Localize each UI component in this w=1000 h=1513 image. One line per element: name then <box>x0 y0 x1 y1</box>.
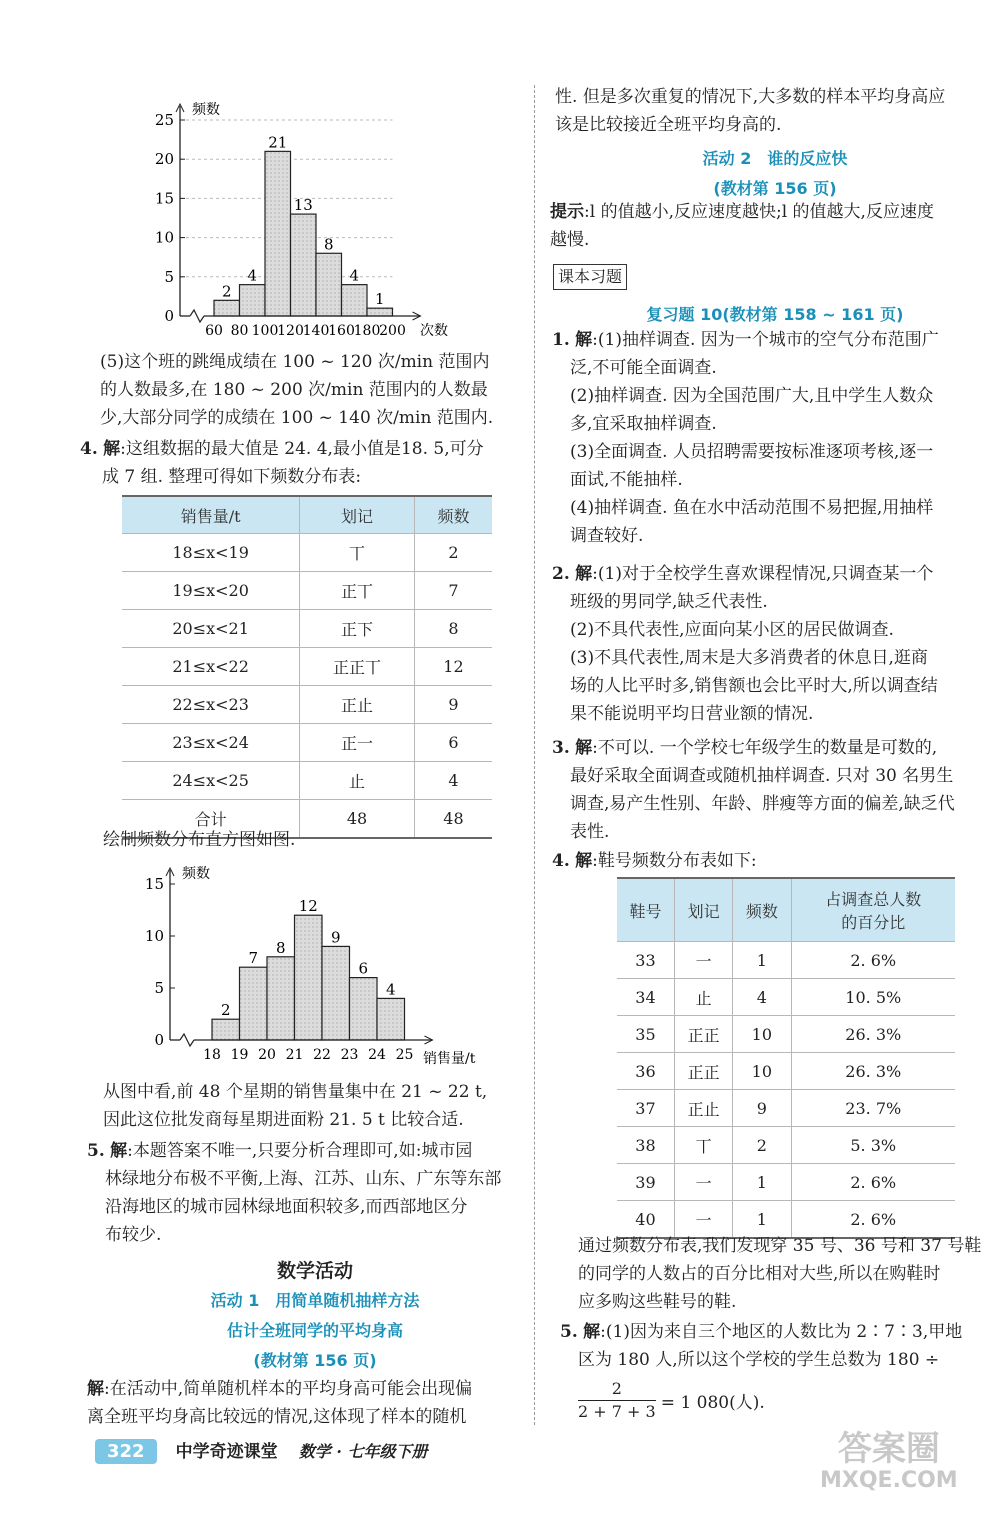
a1-line: 多,宜采取抽样调查. <box>570 414 717 434</box>
watermark <box>820 1430 958 1493</box>
histogram-bar <box>367 308 393 316</box>
a1-line: 泛,不可能全面调查. <box>570 358 717 378</box>
table-cell: 正一 <box>300 724 415 762</box>
table-cell: 38 <box>617 1127 674 1164</box>
activity-2-title: 活动 2 谁的反应快 <box>702 149 848 168</box>
table-cell: 正正丅 <box>300 648 415 686</box>
fraction-denominator: 2 + 7 + 3 <box>578 1402 656 1421</box>
table-cell: 合计 <box>122 800 300 839</box>
a3-line: 表性. <box>570 822 610 842</box>
table-cell: 一 <box>674 1201 732 1239</box>
table-cell: 23≤x<24 <box>122 724 300 762</box>
a2-line: 场的人比平时多,销售额也会比平时大,所以调查结 <box>570 676 938 696</box>
table-cell: 丅 <box>674 1127 732 1164</box>
activity-1-reference: (教材第 156 页) <box>253 1351 377 1370</box>
draw-histogram-text: 绘制频数分布直方图如图. <box>103 830 296 850</box>
y-tick-label: 0 <box>154 1031 164 1049</box>
table-cell: 19≤x<20 <box>122 572 300 610</box>
table-row <box>122 724 492 762</box>
table-row <box>122 762 492 800</box>
table-cell: 2. 6% <box>791 942 955 979</box>
act1-line: :在活动中,简单随机样本的平均身高可能会出现偏 <box>104 1379 473 1399</box>
table-cell: 丅 <box>300 534 415 572</box>
histogram-bar <box>291 214 317 316</box>
table-cell: 26. 3% <box>791 1053 955 1090</box>
x-tick-label: 21 <box>285 1047 304 1063</box>
bar-value-label: 4 <box>349 266 360 285</box>
bar-value-label: 2 <box>221 282 232 301</box>
review-answer-4 <box>552 847 757 875</box>
histogram-bar <box>214 300 240 316</box>
bar-value-label: 2 <box>220 1001 231 1020</box>
bar-value-label: 12 <box>298 897 318 916</box>
bar-value-label: 9 <box>330 928 341 947</box>
bar-value-label: 4 <box>247 266 258 285</box>
table-cell: 23. 7% <box>791 1090 955 1127</box>
histogram-bar <box>377 998 405 1040</box>
table-cell: 正止 <box>674 1090 732 1127</box>
watermark-url: MXQE.COM <box>820 1468 958 1493</box>
para5-line: 少,大部分同学的成绩在 100 ~ 140 次/min 范围内. <box>100 408 494 428</box>
page-number: 322 <box>95 1439 157 1464</box>
table-cell: 6 <box>414 724 492 762</box>
table-row <box>617 942 955 979</box>
table-cell: 21≤x<22 <box>122 648 300 686</box>
x-tick-label: 100 <box>251 323 279 339</box>
histogram-bar <box>267 957 295 1040</box>
sales-table-header: 销售量/t <box>122 496 300 534</box>
a2-line: :(1)对于全校学生喜欢课程情况,只调查某一个 <box>592 564 934 584</box>
a4-label: 解 <box>575 851 593 871</box>
histogram-bar <box>240 285 266 316</box>
review-answer-1 <box>552 326 997 550</box>
watermark-logo: 答案圈 <box>837 1429 940 1469</box>
table-cell: 9 <box>733 1090 791 1127</box>
bar-value-label: 8 <box>275 938 286 957</box>
hint-line: :l 的值越小,反应速度越快;l 的值越大,反应速度 <box>584 202 934 222</box>
table-cell: 2. 6% <box>791 1164 955 1201</box>
a2-line: (3)不具代表性,周末是大多消费者的休息日,逛商 <box>570 648 928 668</box>
y-tick-label: 20 <box>154 150 174 169</box>
table-cell: 18≤x<19 <box>122 534 300 572</box>
book-title: 数学 · 七年级下册 <box>298 1442 428 1461</box>
footer <box>95 1437 427 1462</box>
table-cell: 20≤x<21 <box>122 610 300 648</box>
x-axis-label: 销售量/t <box>423 1051 476 1067</box>
table-cell: 10. 5% <box>791 979 955 1016</box>
q4-number: 4. <box>80 439 98 459</box>
bar-value-label: 6 <box>358 959 369 978</box>
table-cell: 止 <box>300 762 415 800</box>
question-4 <box>80 435 530 491</box>
y-tick-label: 10 <box>144 927 164 945</box>
x-tick-label: 20 <box>258 1047 276 1063</box>
a3-line: 调查,易产生性别、年龄、胖瘦等方面的偏差,缺乏代 <box>570 794 955 814</box>
sales-table-header: 频数 <box>414 496 492 534</box>
shoe-table-header: 鞋号 <box>617 878 674 942</box>
x-tick-label: 25 <box>395 1047 414 1063</box>
x-axis-break <box>190 310 204 322</box>
a1-line: :(1)抽样调查. 因为一个城市的空气分布范围广 <box>592 330 939 350</box>
x-tick-label: 24 <box>368 1047 386 1063</box>
y-tick-label: 15 <box>154 189 174 208</box>
bar-value-label: 1 <box>374 290 385 309</box>
act1-line: 离全班平均身高比较远的情况,这体现了样本的随机 <box>87 1407 467 1427</box>
hint-line: 越慢. <box>550 230 590 250</box>
table-row <box>617 1164 955 1201</box>
table-cell: 35 <box>617 1016 674 1053</box>
x-tick-label: 23 <box>340 1047 359 1063</box>
y-tick-label: 5 <box>154 979 164 997</box>
table-cell: 正正 <box>674 1053 732 1090</box>
a4-after-line: 应多购这些鞋号的鞋. <box>578 1292 737 1312</box>
histogram-sales <box>140 858 500 1068</box>
a3-number: 3. <box>552 738 570 758</box>
section-math-activity: 数学活动 <box>276 1260 353 1282</box>
histogram-bar <box>240 967 268 1040</box>
q5-label: 解 <box>110 1141 128 1161</box>
a4-text: :鞋号频数分布表如下: <box>592 851 757 871</box>
table-cell: 48 <box>414 800 492 839</box>
table-cell: 4 <box>414 762 492 800</box>
table-row <box>122 648 492 686</box>
x-axis-break <box>180 1034 194 1046</box>
table-cell: 7 <box>414 572 492 610</box>
fraction-expression <box>578 1378 765 1423</box>
a1-line: 面试,不能抽样. <box>570 470 683 490</box>
shoe-table-header: 频数 <box>733 878 791 942</box>
a4-number: 4. <box>552 851 570 871</box>
a2-label: 解 <box>575 564 593 584</box>
review-title: 复习题 10(教材第 158 ~ 161 页) <box>646 305 904 324</box>
table-cell: 26. 3% <box>791 1016 955 1053</box>
table-cell: 1 <box>733 1164 791 1201</box>
x-tick-label: 160 <box>328 323 355 339</box>
x-tick-label: 200 <box>379 323 406 339</box>
y-tick-label: 25 <box>154 111 174 129</box>
table-cell: 33 <box>617 942 674 979</box>
table-cell: 10 <box>733 1016 791 1053</box>
activity-2-hint <box>550 198 995 254</box>
y-axis-label: 频数 <box>182 866 210 882</box>
series-name: 中学奇迹课堂 <box>175 1442 278 1462</box>
q5-line: 林绿地分布极不平衡,上海、江苏、山东、广东等东部 <box>105 1169 502 1189</box>
histogram-bar <box>322 946 350 1040</box>
a2-line: (2)不具代表性,应面向某小区的居民做调查. <box>570 620 894 640</box>
a3-label: 解 <box>575 738 593 758</box>
a2-number: 2. <box>552 564 570 584</box>
histogram-bar <box>265 151 291 316</box>
para5-line: (5)这个班的跳绳成绩在 100 ~ 120 次/min 范围内 <box>100 352 490 372</box>
exercise-label: 课本习题 <box>553 264 627 290</box>
table-cell: 22≤x<23 <box>122 686 300 724</box>
table-cell: 1 <box>733 1201 791 1239</box>
q4-label: 解 <box>103 439 121 459</box>
bar-value-label: 21 <box>268 133 288 152</box>
table-cell: 正丅 <box>300 572 415 610</box>
sales-table-header: 划记 <box>300 496 415 534</box>
histogram-bar <box>342 285 368 316</box>
table-cell: 40 <box>617 1201 674 1239</box>
table-row <box>617 979 955 1016</box>
table-cell: 24≤x<25 <box>122 762 300 800</box>
table-row <box>617 1090 955 1127</box>
shoe-size-table <box>617 877 955 1239</box>
sales-frequency-table <box>122 495 492 839</box>
conclusion-line: 从图中看,前 48 个星期的销售量集中在 21 ~ 22 t, <box>103 1082 488 1102</box>
histogram-bar <box>316 253 342 316</box>
table-cell: 一 <box>674 942 732 979</box>
para5-line: 的人数最多,在 180 ~ 200 次/min 范围内的人数最 <box>100 380 488 400</box>
table-cell: 37 <box>617 1090 674 1127</box>
table-cell: 1 <box>733 942 791 979</box>
activity-1-subtitle: 估计全班同学的平均身高 <box>226 1321 403 1340</box>
q4-line: 成 7 组. 整理可得如下频数分布表: <box>102 467 362 487</box>
a3-line: 最好采取全面调查或随机抽样调查. 只对 30 名男生 <box>570 766 954 786</box>
table-row <box>122 610 492 648</box>
fraction-numerator: 2 <box>578 1378 656 1401</box>
review-answer-3 <box>552 734 997 846</box>
histogram-bar <box>295 915 323 1040</box>
y-tick-label: 15 <box>144 875 164 893</box>
table-cell: 5. 3% <box>791 1127 955 1164</box>
cont-line: 该是比较接近全班平均身高的. <box>555 115 782 135</box>
activity-1-continuation <box>555 83 995 139</box>
q5-line: 布较少. <box>105 1225 162 1245</box>
table-cell: 48 <box>300 800 415 839</box>
table-cell: 4 <box>733 979 791 1016</box>
review-answer-2 <box>552 560 997 728</box>
table-cell: 正止 <box>300 686 415 724</box>
table-cell: 39 <box>617 1164 674 1201</box>
q5-number: 5. <box>87 1141 105 1161</box>
table-row <box>617 1127 955 1164</box>
histogram-bar <box>350 978 378 1040</box>
x-tick-label: 18 <box>203 1047 221 1063</box>
a1-line: (4)抽样调查. 鱼在水中活动范围不易把握,用抽样 <box>570 498 934 518</box>
table-cell: 36 <box>617 1053 674 1090</box>
conclusion-line: 因此这位批发商每星期进面粉 21. 5 t 比较合适. <box>103 1110 464 1130</box>
table-row <box>122 686 492 724</box>
a5-label: 解 <box>583 1322 601 1342</box>
table-row <box>617 1053 955 1090</box>
table-cell: 2. 6% <box>791 1201 955 1239</box>
table-row <box>122 534 492 572</box>
a4-after-line: 的同学的人数占的百分比相对大些,所以在购鞋时 <box>578 1264 941 1284</box>
x-tick-label: 140 <box>302 323 330 339</box>
a1-number: 1. <box>552 330 570 350</box>
x-tick-label: 22 <box>313 1047 331 1063</box>
x-tick-label: 180 <box>353 323 381 339</box>
fraction-result: = 1 080(人). <box>660 1393 765 1413</box>
table-cell: 10 <box>733 1053 791 1090</box>
activity-1-answer <box>87 1375 537 1431</box>
shoe-table-header: 划记 <box>674 878 732 942</box>
a4-conclusion <box>578 1232 998 1316</box>
table-row <box>122 572 492 610</box>
a2-line: 班级的男同学,缺乏代表性. <box>570 592 768 612</box>
column-divider <box>534 85 535 1425</box>
question-5 <box>87 1137 537 1249</box>
cont-line: 性. 但是多次重复的情况下,大多数的样本平均身高应 <box>555 87 946 107</box>
a1-line: (3)全面调查. 人员招聘需要按标准逐项考核,逐一 <box>570 442 934 462</box>
activity-2-reference: (教材第 156 页) <box>713 179 837 198</box>
y-tick-label: 10 <box>154 228 174 247</box>
table-cell: 9 <box>414 686 492 724</box>
table-cell: 34 <box>617 979 674 1016</box>
table-cell: 12 <box>414 648 492 686</box>
table-cell: 正正 <box>674 1016 732 1053</box>
x-tick-label: 19 <box>230 1047 249 1063</box>
table-cell: 2 <box>414 534 492 572</box>
bar-value-label: 4 <box>385 980 396 999</box>
bar-value-label: 13 <box>293 196 313 215</box>
a1-line: 调查较好. <box>570 526 644 546</box>
x-axis-label: 次数 <box>420 323 448 339</box>
y-axis-label: 频数 <box>192 102 220 118</box>
activity-1-title: 活动 1 用简单随机抽样方法 <box>210 1291 420 1310</box>
y-tick-label: 0 <box>164 307 174 325</box>
a5-number: 5. <box>560 1322 578 1342</box>
bar-value-label: 8 <box>323 235 334 254</box>
q5-line: 沿海地区的城市园林绿地面积较多,而西部地区分 <box>105 1197 468 1217</box>
a1-label: 解 <box>575 330 593 350</box>
x-tick-label: 80 <box>230 323 249 339</box>
exercise-section-box <box>553 264 627 290</box>
table-cell: 8 <box>414 610 492 648</box>
q5-line: :本题答案不唯一,只要分析合理即可,如:城市园 <box>127 1141 473 1161</box>
a1-line: (2)抽样调查. 因为全国范围广大,且中学生人数众 <box>570 386 934 406</box>
histogram-bar <box>212 1019 240 1040</box>
table-cell: 正下 <box>300 610 415 648</box>
a4-after-line: 通过频数分布表,我们发现穿 35 号、36 号和 37 号鞋 <box>578 1236 982 1256</box>
a5-line: 区为 180 人,所以这个学校的学生总数为 180 ÷ <box>578 1350 940 1370</box>
histogram-rope-skipping <box>150 84 480 340</box>
act1-label: 解 <box>87 1379 104 1399</box>
chart-conclusion <box>103 1078 533 1134</box>
table-cell: 2 <box>733 1127 791 1164</box>
table-cell: 一 <box>674 1164 732 1201</box>
x-tick-label: 120 <box>277 323 304 339</box>
x-tick-label: 60 <box>205 323 223 339</box>
review-answer-5 <box>560 1318 1000 1374</box>
a3-line: :不可以. 一个学校七年级学生的数量是可数的, <box>592 738 938 758</box>
table-cell: 止 <box>674 979 732 1016</box>
left-para-5 <box>100 348 530 432</box>
q4-line: :这组数据的最大值是 24. 4,最小值是18. 5,可分 <box>120 439 484 459</box>
bar-value-label: 7 <box>248 949 259 968</box>
a5-line: :(1)因为来自三个地区的人数比为 2∶7∶3,甲地 <box>600 1322 963 1342</box>
y-tick-label: 5 <box>164 267 174 286</box>
hint-label: 提示 <box>550 202 584 222</box>
table-row <box>617 1016 955 1053</box>
shoe-table-header: 占调查总人数 的百分比 <box>791 878 955 942</box>
a2-line: 果不能说明平均日营业额的情况. <box>570 704 814 724</box>
